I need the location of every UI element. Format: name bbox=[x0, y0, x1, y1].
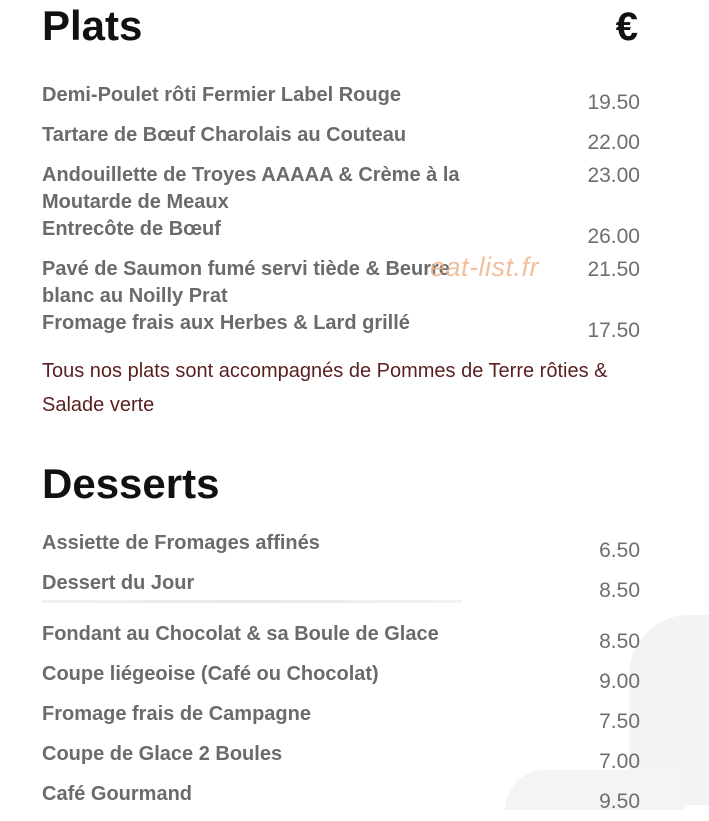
item-price: 17.50 bbox=[587, 319, 640, 342]
list-item bbox=[42, 701, 640, 735]
item-price: 7.00 bbox=[599, 750, 640, 773]
watermark-text: eat-list.fr bbox=[430, 252, 540, 282]
list-item bbox=[42, 216, 640, 250]
item-price: 9.00 bbox=[599, 670, 640, 693]
list-item bbox=[42, 82, 640, 116]
item-price: 23.00 bbox=[587, 164, 640, 187]
item-price: 26.00 bbox=[587, 225, 640, 248]
desserts-list bbox=[42, 530, 640, 821]
item-name: Coupe liégeoise (Café ou Chocolat) bbox=[42, 663, 379, 685]
list-item bbox=[42, 621, 640, 655]
item-name: Andouillette de Troyes AAAAA & Crème à la Moutarde de Meaux bbox=[42, 164, 460, 213]
desserts-header bbox=[42, 460, 640, 508]
item-name: Pavé de Saumon fumé servi tiède & Beurre blanc au Noilly Prat bbox=[42, 258, 450, 307]
item-name: Tartare de Bœuf Charolais au Couteau bbox=[42, 124, 407, 146]
item-name: Dessert du Jour bbox=[42, 572, 195, 594]
list-item bbox=[42, 781, 640, 815]
item-price: 19.50 bbox=[587, 91, 640, 114]
plats-list bbox=[42, 82, 640, 350]
item-price: 8.50 bbox=[599, 579, 640, 602]
list-item bbox=[42, 570, 640, 604]
list-item bbox=[42, 661, 640, 695]
item-name: Entrecôte de Bœuf bbox=[42, 218, 221, 240]
item-price: 21.50 bbox=[587, 258, 640, 281]
item-price: 22.00 bbox=[587, 131, 640, 154]
list-item bbox=[42, 162, 640, 216]
item-price: 6.50 bbox=[599, 539, 640, 562]
list-item bbox=[42, 122, 640, 156]
item-price: 8.50 bbox=[599, 630, 640, 653]
item-name: Fondant au Chocolat & sa Boule de Glace bbox=[42, 623, 439, 645]
item-name: Coupe de Glace 2 Boules bbox=[42, 743, 283, 765]
plats-title: Plats bbox=[42, 2, 143, 49]
item-price: 9.50 bbox=[599, 790, 640, 813]
currency-symbol: € bbox=[615, 5, 638, 49]
item-name: Demi-Poulet rôti Fermier Label Rouge bbox=[42, 84, 401, 106]
item-name: Assiette de Fromages affinés bbox=[42, 532, 320, 554]
plats-header bbox=[42, 2, 640, 51]
list-item bbox=[42, 256, 640, 310]
desserts-title: Desserts bbox=[42, 460, 220, 507]
list-item bbox=[42, 741, 640, 775]
plats-note: Tous nos plats sont accompagnés de Pommes de Terre rôties & Salade verte bbox=[42, 360, 608, 416]
list-item bbox=[42, 530, 640, 564]
item-name: Fromage frais de Campagne bbox=[42, 703, 311, 725]
item-price: 7.50 bbox=[599, 710, 640, 733]
item-name: Café Gourmand bbox=[42, 783, 193, 805]
list-item bbox=[42, 310, 640, 344]
item-name: Fromage frais aux Herbes & Lard grillé bbox=[42, 312, 410, 334]
